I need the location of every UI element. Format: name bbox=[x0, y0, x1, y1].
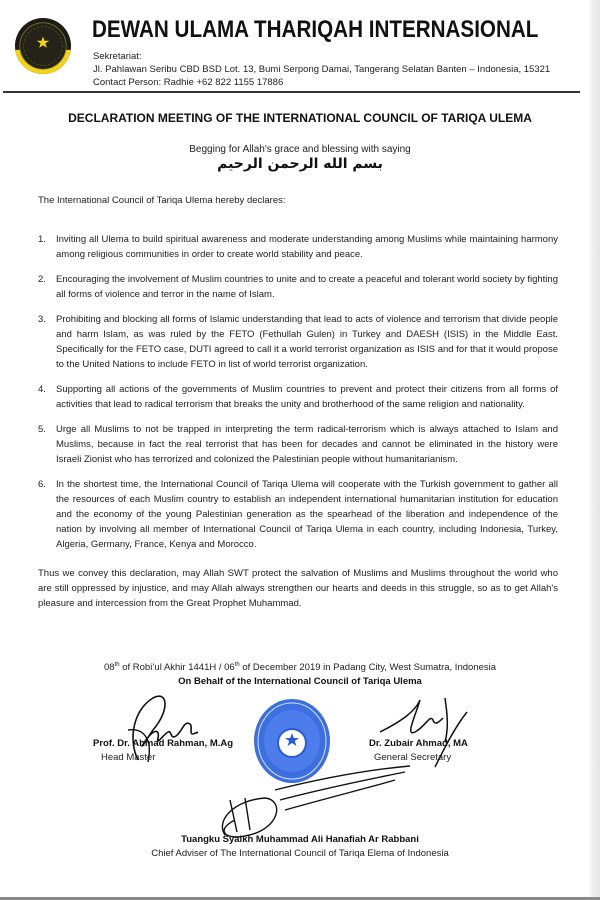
bismillah-arabic: بسم الله الرحمن الرحيم bbox=[217, 156, 383, 172]
item-text: Supporting all actions of the governments of Muslim countries to prevent and protect their citizens from all forms of activities that lead to radical terrorism that breaks the unity and brotherhood of the same religion and nationality. bbox=[56, 384, 558, 410]
contact-person: Contact Person: Radhie +62 822 1155 17886 bbox=[93, 77, 284, 88]
declaration-list bbox=[38, 232, 558, 611]
date-place-line bbox=[0, 662, 600, 673]
item-text: Inviting all Ulema to build spiritual awareness and moderate understanding among Muslims while maintaining harmony among religious communities in order to create world stability and peace. bbox=[56, 234, 558, 260]
page-edge-shadow bbox=[588, 0, 600, 900]
header-divider bbox=[3, 91, 580, 93]
declaration-item-1 bbox=[38, 232, 558, 262]
document-title: DECLARATION MEETING OF THE INTERNATIONAL COUNCIL OF TARIQA ULEMA bbox=[68, 111, 532, 125]
item-number: 3. bbox=[38, 314, 46, 325]
closing-paragraph: Thus we convey this declaration, may Allah SWT protect the salvation of Muslims and Muslims throughout the world who are still oppressed by injustice, and may Allah always strengthen our hearts and deeds in this struggle, so as to get Allah's pleasure and intercession from the Great Prophet Muhammad. bbox=[38, 568, 558, 609]
signatory-role: Head Master bbox=[101, 752, 156, 763]
signatory-name: Tuangku Syaikh Muhammad Ali Hanafiah Ar Rabbani bbox=[181, 834, 419, 845]
declaration-item-2 bbox=[38, 272, 558, 302]
item-number: 1. bbox=[38, 234, 46, 245]
signatory-name: Dr. Zubair Ahmad, MA bbox=[369, 738, 468, 749]
item-number: 6. bbox=[38, 479, 46, 490]
item-number: 2. bbox=[38, 274, 46, 285]
on-behalf-line: On Behalf of the International Council of Tariqa Ulema bbox=[178, 676, 422, 687]
organization-logo-icon bbox=[14, 17, 72, 75]
opening-line: Begging for Allah's grace and blessing with saying bbox=[189, 144, 411, 155]
item-text: Prohibiting and blocking all forms of Islamic understanding that lead to acts of violence and terrorism that divide people and harm Islam, as was ruled by the FETO (Fethullah Gulen) in Turkey and DAESH (ISIS) in the Middle East. Specifically for the FETO case, DUTI agreed to call it a world terrorist organization as ISIS and for that it would propose to the United Nations to include FETO in list of world terrorist organization. bbox=[56, 314, 558, 370]
declaration-item-4 bbox=[38, 382, 558, 412]
secretariat-address: Jl. Pahlawan Seribu CBD BSD Lot. 13, Bumi Serpong Damai, Tangerang Selatan Banten – Indonesia, 15321 bbox=[93, 64, 551, 75]
item-number: 4. bbox=[38, 384, 46, 395]
declaration-item-3 bbox=[38, 312, 558, 372]
item-text: Encouraging the involvement of Muslim countries to unite and to create a peaceful and tolerant world society by fighting all forms of violence and terror in the name of Islam. bbox=[56, 274, 558, 300]
declaration-item-6 bbox=[38, 477, 558, 552]
declaration-item-5 bbox=[38, 422, 558, 467]
secretariat-label: Sekretariat: bbox=[93, 51, 142, 62]
date-end: of December 2019 in Padang City, West Sumatra, Indonesia bbox=[239, 662, 497, 674]
ordinal-suffix: th bbox=[114, 662, 120, 668]
ordinal-suffix: th bbox=[234, 662, 240, 668]
signatory-role: General Secretary bbox=[374, 752, 452, 763]
declaration-intro: The International Council of Tariqa Ulema hereby declares: bbox=[38, 195, 286, 206]
date-middle: of Robi’ul Akhir 1441H / 06 bbox=[119, 662, 235, 674]
item-text: In the shortest time, the International Council of Tariqa Ulema will cooperate with the Turkish government to gather all the resources of each Muslim country to establish an independent international humanitarian institution for education and the economy of the young Palestinian generation as the spearhead of the liberation and independence of the nation by involving all member of International Council of Tariqa Ulema in each country, including Indonesia, Turkey, Algeria, Germany, France, Kenya and Morocco. bbox=[56, 479, 558, 550]
hijri-day: 08 bbox=[103, 662, 115, 674]
item-text: Urge all Muslims to not be trapped in interpreting the term radical-terrorism which is always attached to Islam and Muslims, because in fact the real terrorist that has been for decades and cannot be eliminated in the history were Israeli Zionist who has terrorized and colonized the Palestinian people without humanitarianism. bbox=[56, 424, 558, 465]
signatory-name: Prof. Dr. Ahmad Rahman, M.Ag bbox=[93, 738, 234, 749]
secretariat-block bbox=[93, 50, 550, 89]
organization-name: DEWAN ULAMA THARIQAH INTERNASIONAL bbox=[92, 16, 539, 43]
signatory-role: Chief Adviser of The International Council of Tariqa Elema of Indonesia bbox=[151, 848, 449, 859]
item-number: 5. bbox=[38, 424, 46, 435]
